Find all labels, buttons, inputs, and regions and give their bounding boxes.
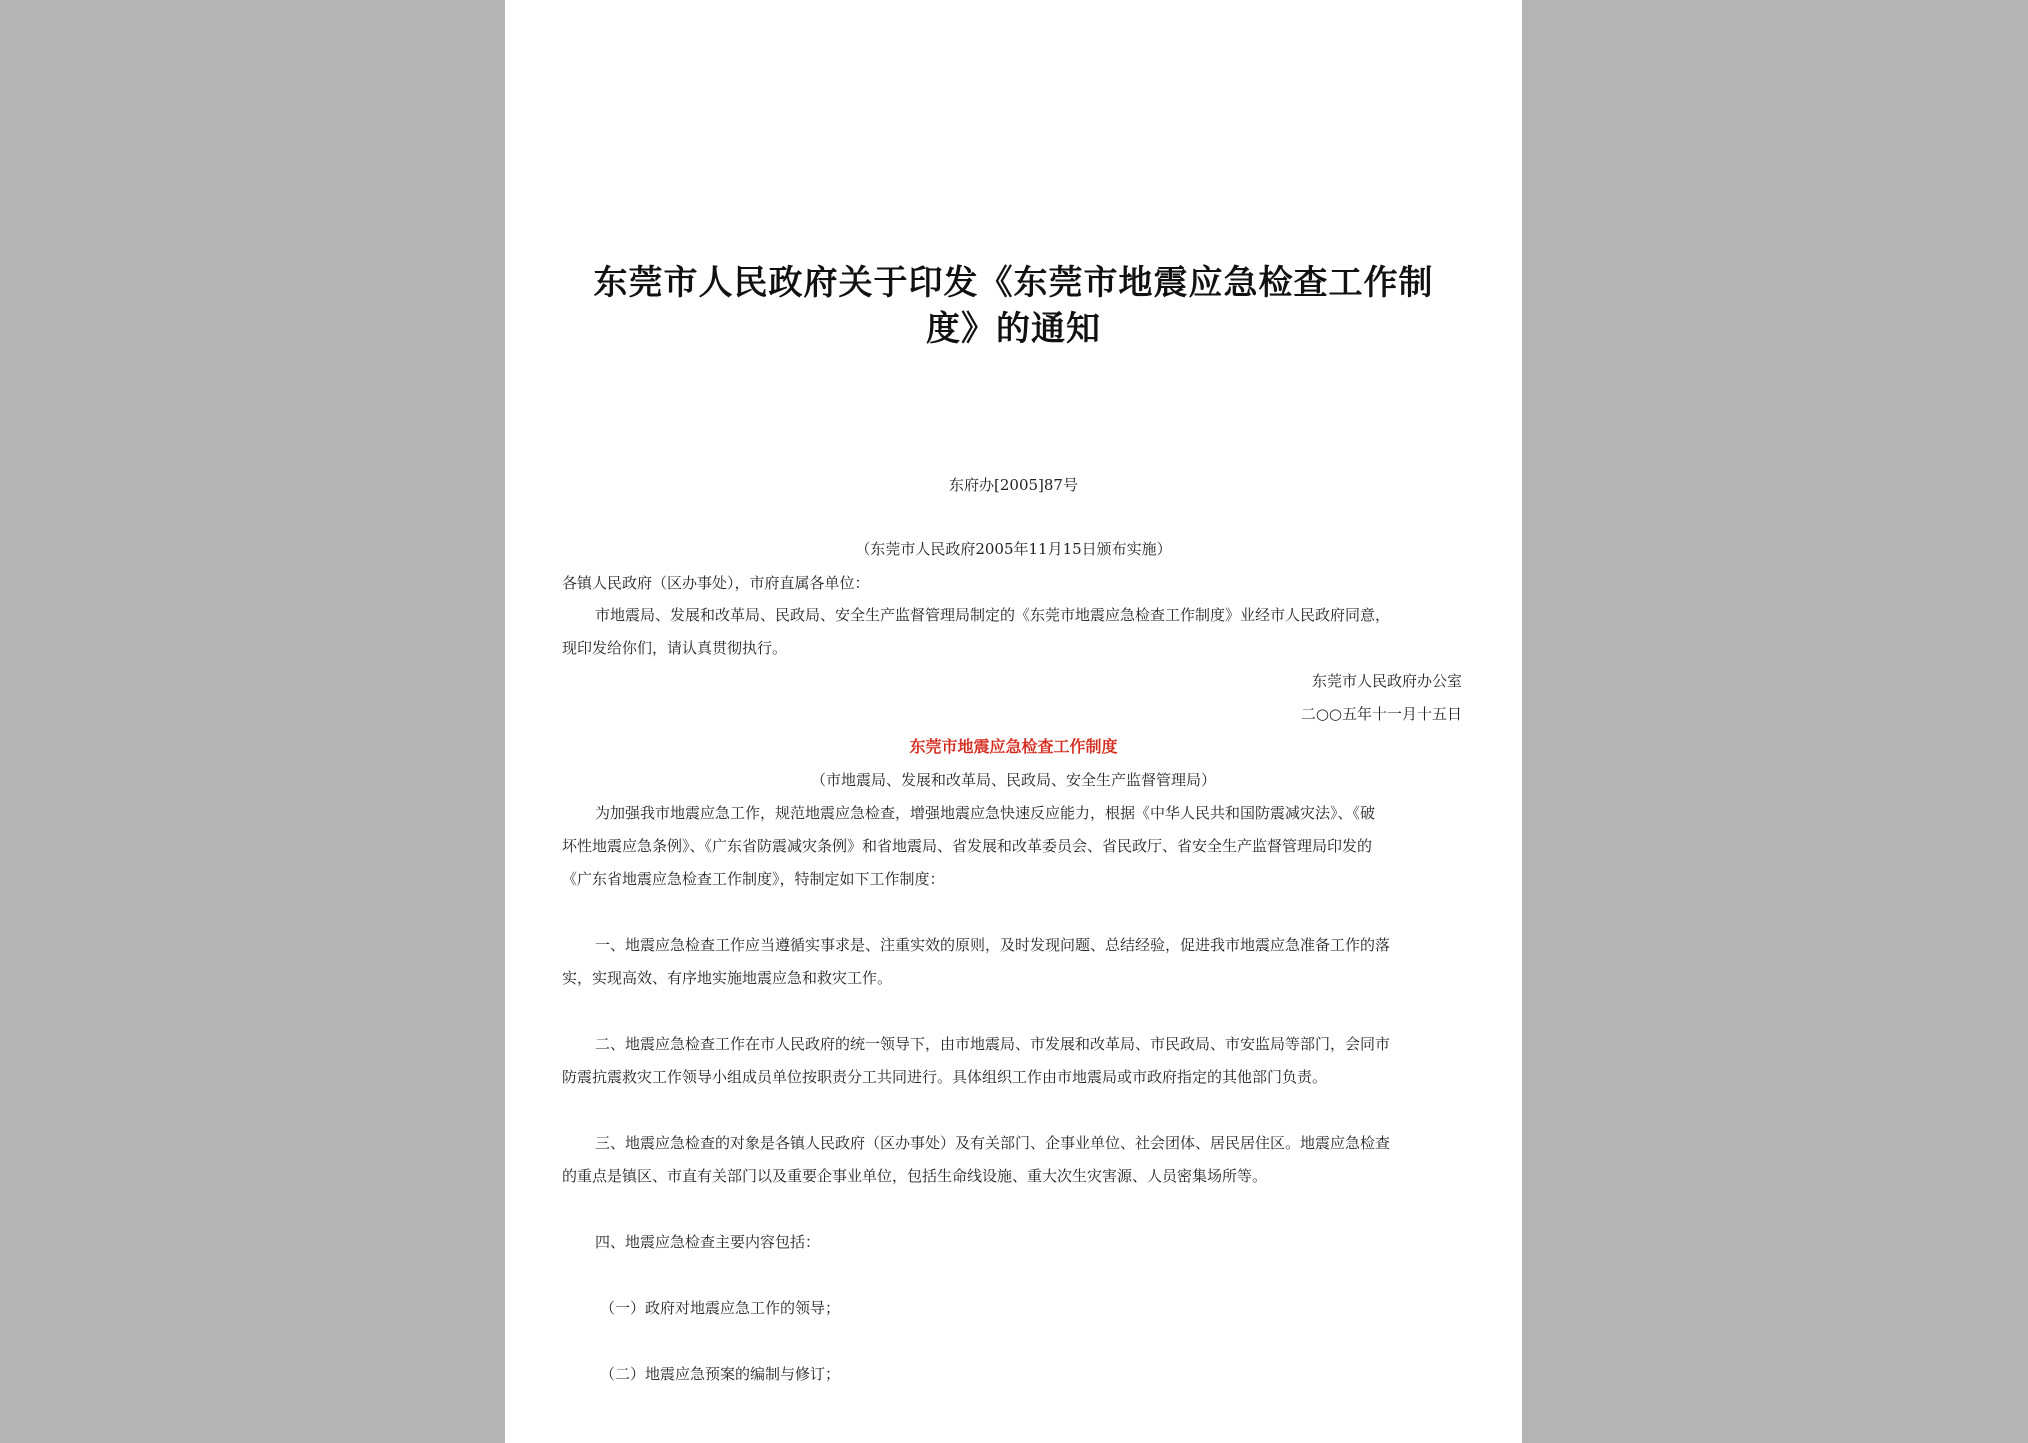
- preamble-line-1: 为加强我市地震应急工作，规范地震应急检查，增强地震应急快速反应能力，根据《中华人民共和国防震减灾法》、《破: [595, 804, 1376, 822]
- preamble-line-2: 坏性地震应急条例》、《广东省防震减灾条例》和省地震局、省发展和改革委员会、省民政厅、省安全生产监督管理局印发的: [562, 837, 1373, 855]
- document-number: 东府办[2005]87号: [949, 476, 1078, 494]
- item-3-line-2: 的重点是镇区、市直有关部门以及重要企事业单位，包括生命线设施、重大次生灾害源、人员密集场所等。: [562, 1167, 1268, 1185]
- document-title: [565, 260, 1462, 352]
- item-4-sub-2: （二）地震应急预案的编制与修订；: [600, 1365, 841, 1383]
- salutation: 各镇人民政府（区办事处），市府直属各单位：: [562, 574, 870, 592]
- issue-note: （东莞市人民政府2005年11月15日颁布实施）: [855, 540, 1172, 558]
- item-2-line-2: 防震抗震救灾工作领导小组成员单位按职责分工共同进行。具体组织工作由市地震局或市政府指定的其他部门负责。: [562, 1068, 1328, 1086]
- item-1-line-2: 实，实现高效、有序地实施地震应急和救灾工作。: [562, 969, 893, 987]
- preamble-line-3: 《广东省地震应急检查工作制度》，特制定如下工作制度：: [562, 870, 945, 888]
- item-1-line-1: 一、地震应急检查工作应当遵循实事求是、注重实效的原则，及时发现问题、总结经验，促进我市地震应急准备工作的落: [595, 936, 1391, 954]
- item-4-sub-1: （一）政府对地震应急工作的领导；: [600, 1299, 841, 1317]
- body-line-1: 市地震局、发展和改革局、民政局、安全生产监督管理局制定的《东莞市地震应急检查工作制度》业经市人民政府同意，: [595, 606, 1391, 624]
- title-line-1: 东莞市人民政府关于印发《东莞市地震应急检查工作制: [593, 263, 1434, 303]
- item-4-heading: 四、地震应急检查主要内容包括：: [595, 1233, 821, 1251]
- item-3-line-1: 三、地震应急检查的对象是各镇人民政府（区办事处）及有关部门、企事业单位、社会团体、居民居住区。地震应急检查: [595, 1134, 1391, 1152]
- document-page: [505, 0, 1522, 1443]
- attachment-issuers: （市地震局、发展和改革局、民政局、安全生产监督管理局）: [810, 771, 1216, 789]
- body-line-2: 现印发给你们，请认真贯彻执行。: [562, 639, 788, 657]
- item-2-line-1: 二、地震应急检查工作在市人民政府的统一领导下，由市地震局、市发展和改革局、市民政局、市安监局等部门，会同市: [595, 1035, 1391, 1053]
- attachment-title: 东莞市地震应急检查工作制度: [909, 737, 1118, 756]
- signature-office: 东莞市人民政府办公室: [1311, 672, 1462, 690]
- signature-date: 二○○五年十一月十五日: [1300, 705, 1462, 723]
- title-line-2: 度》的通知: [926, 309, 1101, 349]
